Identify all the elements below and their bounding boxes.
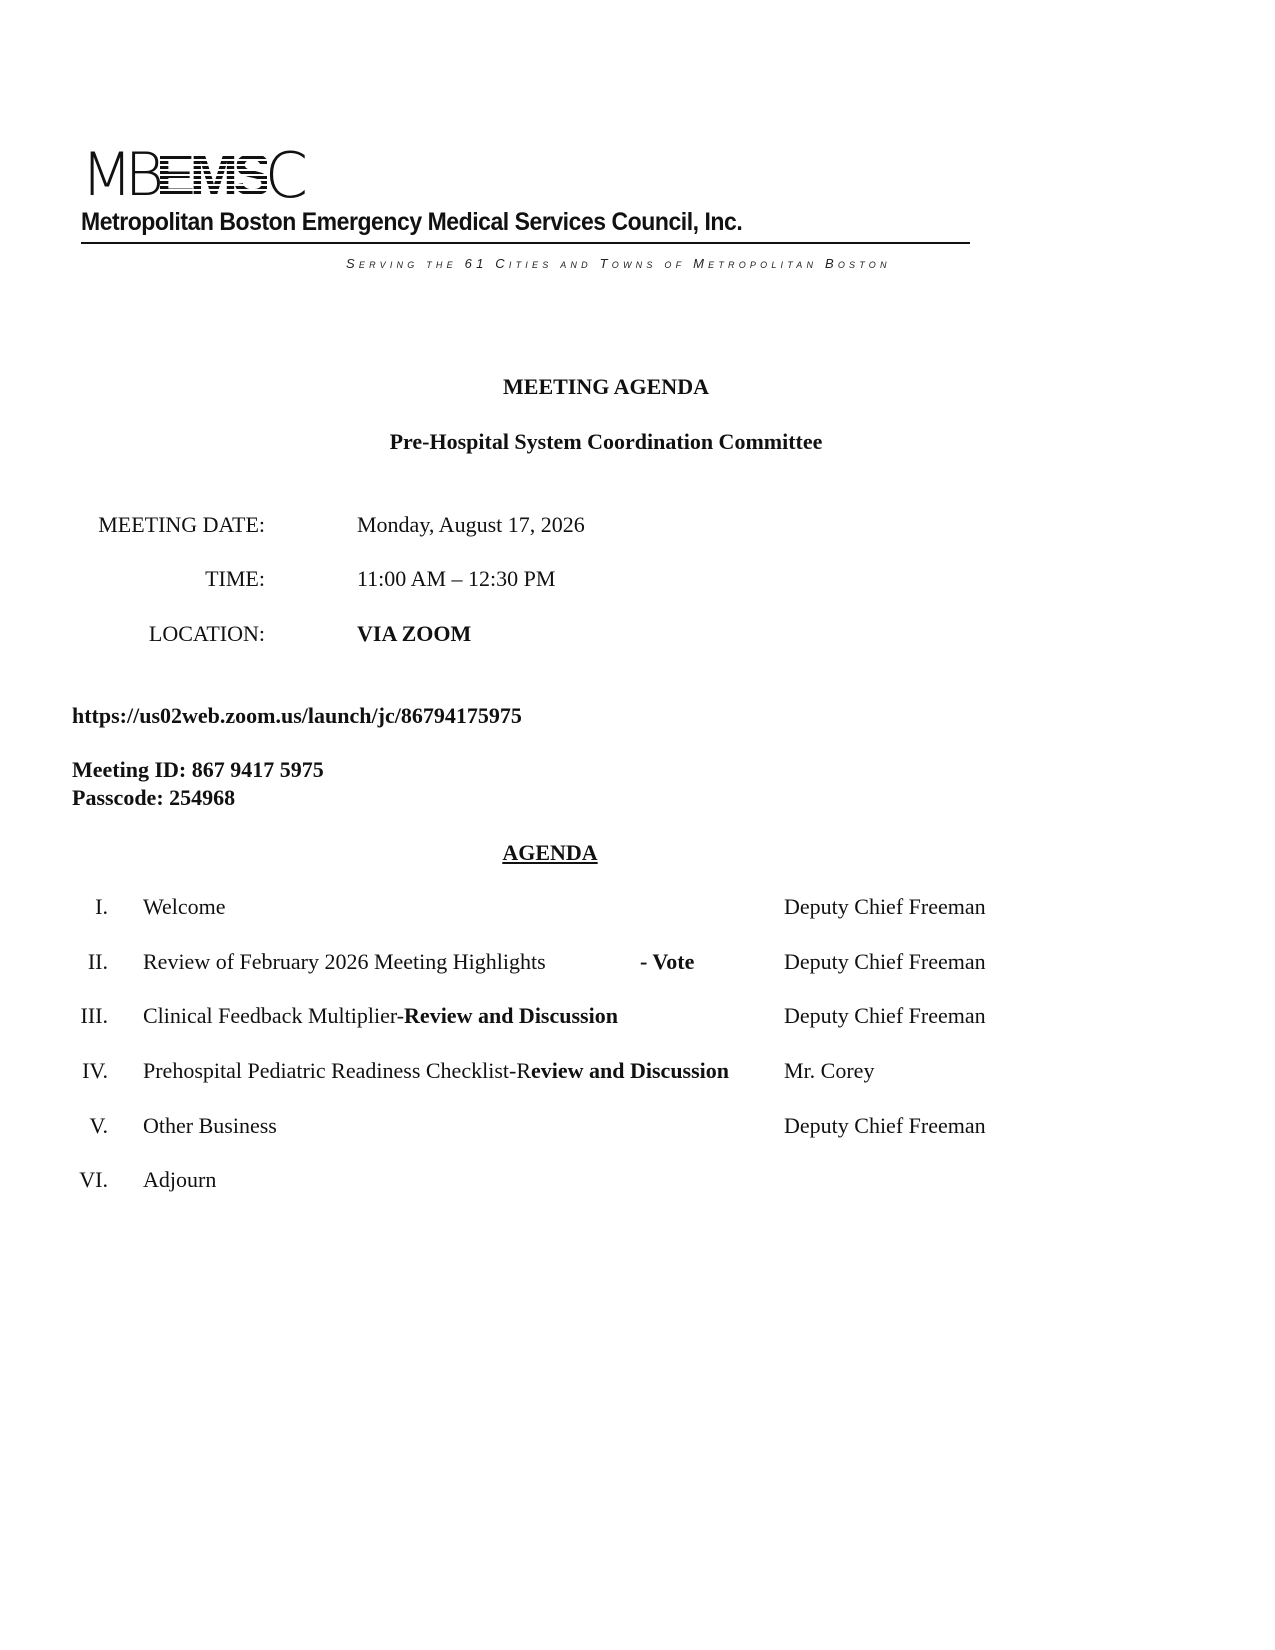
agenda-item-presenter: Mr. Corey xyxy=(784,1058,875,1083)
agenda-item-title-bold: Review and Discussion xyxy=(404,1003,618,1028)
agenda-item-title-text: Prehospital Pediatric Readiness Checklist-R xyxy=(143,1058,531,1083)
location-value: VIA ZOOM xyxy=(357,621,472,646)
logo-mid: EMS xyxy=(156,142,267,208)
agenda-item-title xyxy=(143,1167,216,1193)
header-divider xyxy=(81,242,970,244)
mbemsc-logo xyxy=(81,138,309,212)
organization-name: Metropolitan Boston Emergency Medical Services Council, Inc. xyxy=(81,208,743,236)
agenda-item-vote-note: - Vote xyxy=(640,949,695,974)
agenda-item-number: V. xyxy=(89,1113,108,1138)
time-value: 11:00 AM – 12:30 PM xyxy=(357,566,556,591)
agenda-item-title xyxy=(143,894,226,920)
committee-name: Pre-Hospital System Coordination Committee xyxy=(389,429,823,454)
agenda-item-title xyxy=(143,949,546,975)
location-label: LOCATION: xyxy=(148,621,265,646)
agenda-item-title-text: Clinical Feedback Multiplier- xyxy=(143,1003,405,1028)
agenda-item-title xyxy=(143,1003,618,1029)
passcode: Passcode: 254968 xyxy=(72,785,236,810)
agenda-item-title-text: Review of February 2026 Meeting Highlights xyxy=(143,949,546,974)
agenda-item-number: II. xyxy=(87,949,108,974)
agenda-item-number: III. xyxy=(80,1003,108,1028)
agenda-item-title-text: Welcome xyxy=(143,894,226,919)
agenda-item-number: IV. xyxy=(82,1058,108,1083)
agenda-item-title-text: Other Business xyxy=(143,1113,277,1138)
agenda-item-presenter: Deputy Chief Freeman xyxy=(784,1113,986,1138)
page-title: MEETING AGENDA xyxy=(503,374,709,399)
logo-prefix: MB xyxy=(81,140,157,210)
agenda-item-title xyxy=(143,1058,729,1084)
agenda-item-presenter: Deputy Chief Freeman xyxy=(784,1003,986,1028)
meeting-id: Meeting ID: 867 9417 5975 xyxy=(72,757,324,782)
zoom-link[interactable]: https://us02web.zoom.us/launch/jc/86794175975 xyxy=(72,703,522,728)
agenda-item-title-text: Adjourn xyxy=(143,1167,217,1192)
agenda-item-presenter: Deputy Chief Freeman xyxy=(784,949,986,974)
time-label: TIME: xyxy=(205,566,265,591)
agenda-item-title-bold: eview and Discussion xyxy=(531,1058,730,1083)
agenda-heading: AGENDA xyxy=(502,840,598,865)
agenda-item-number: VI. xyxy=(79,1167,108,1192)
logo-suffix: C xyxy=(264,138,309,212)
agenda-item-number: I. xyxy=(95,894,108,919)
organization-tagline: Serving the 61 Cities and Towns of Metropolitan Boston xyxy=(346,256,891,271)
agenda-item-title xyxy=(143,1113,277,1139)
meeting-date-label: MEETING DATE: xyxy=(98,512,265,537)
agenda-item-presenter: Deputy Chief Freeman xyxy=(784,894,986,919)
meeting-date-value: Monday, August 17, 2026 xyxy=(357,512,585,537)
